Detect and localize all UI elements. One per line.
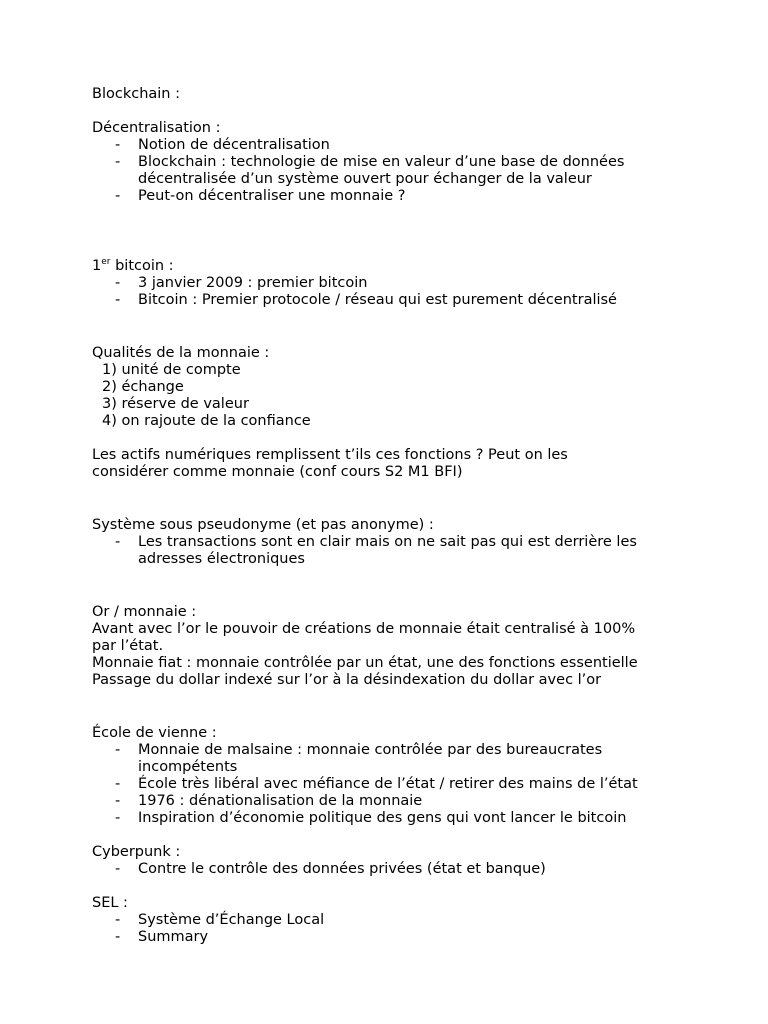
bullet-dash: - — [115, 810, 121, 826]
heading-decentralisation: Décentralisation : — [92, 120, 221, 136]
numbered-item: 1) unité de compte — [102, 362, 241, 378]
bullet-dash: - — [115, 188, 121, 204]
heading-or-monnaie: Or / monnaie : — [92, 604, 197, 620]
document-body — [92, 0, 692, 946]
numbered-item: 3) réserve de valeur — [102, 396, 249, 412]
heading-qualites: Qualités de la monnaie : — [92, 345, 270, 361]
list-item: - École très libéral avec méfiance de l’état / retirer des mains de l’état — [115, 776, 638, 792]
heading-pseudonyme: Système sous pseudonyme (et pas anonyme) : — [92, 517, 434, 533]
list-item: - Inspiration d’économie politique des gens qui vont lancer le bitcoin — [115, 810, 627, 826]
list-item: - Contre le contrôle des données privées (état et banque) — [115, 861, 546, 877]
list-item: - 1976 : dénationalisation de la monnaie — [115, 793, 423, 809]
paragraph-line: par l’état. — [92, 638, 164, 654]
numbered-item: 4) on rajoute de la confiance — [102, 413, 311, 429]
paragraph-actifs-line: considérer comme monnaie (conf cours S2 M1 BFI) — [92, 464, 463, 480]
heading-blockchain: Blockchain : — [92, 86, 180, 102]
bullet-dash: - — [115, 292, 121, 308]
paragraph-actifs-line: Les actifs numériques remplissent t’ils ces fonctions ? Peut on les — [92, 447, 568, 463]
bullet-dash: - — [115, 776, 121, 792]
list-item: - 3 janvier 2009 : premier bitcoin — [115, 275, 368, 291]
list-item: - Monnaie de malsaine : monnaie contrôlée par des bureaucrates incompétents — [115, 742, 603, 775]
bullet-dash: - — [115, 742, 121, 758]
paragraph-line: Avant avec l’or le pouvoir de créations de monnaie était centralisé à 100% — [92, 621, 636, 637]
bullet-dash: - — [115, 793, 121, 809]
bullet-dash: - — [115, 912, 121, 928]
list-item: - Bitcoin : Premier protocole / réseau qui est purement décentralisé — [115, 292, 617, 308]
heading-first-bitcoin: 1er bitcoin : — [92, 257, 174, 274]
list-item: - Summary — [115, 929, 209, 945]
numbered-item: 2) échange — [102, 379, 184, 395]
heading-cyberpunk: Cyberpunk : — [92, 844, 181, 860]
bullet-dash: - — [115, 929, 121, 945]
list-item: - Peut-on décentraliser une monnaie ? — [115, 188, 406, 204]
list-item: - Système d’Échange Local — [115, 912, 325, 928]
bullet-dash: - — [115, 154, 121, 170]
list-item: - Blockchain : technologie de mise en valeur d’une base de données décentralisée d’un système ouvert pour échanger de la valeur — [115, 154, 625, 187]
list-item: - Notion de décentralisation — [115, 137, 330, 153]
bullet-dash: - — [115, 534, 121, 550]
heading-sel: SEL : — [92, 895, 128, 911]
bullet-dash: - — [115, 137, 121, 153]
bullet-dash: - — [115, 275, 121, 291]
paragraph-line: Monnaie fiat : monnaie contrôlée par un état, une des fonctions essentielle — [92, 655, 638, 671]
bullet-dash: - — [115, 861, 121, 877]
list-item: - Les transactions sont en clair mais on ne sait pas qui est derrière les adresses électroniques — [115, 534, 637, 567]
paragraph-line: Passage du dollar indexé sur l’or à la désindexation du dollar avec l’or — [92, 672, 602, 688]
heading-ecole-de-vienne: École de vienne : — [92, 725, 217, 741]
